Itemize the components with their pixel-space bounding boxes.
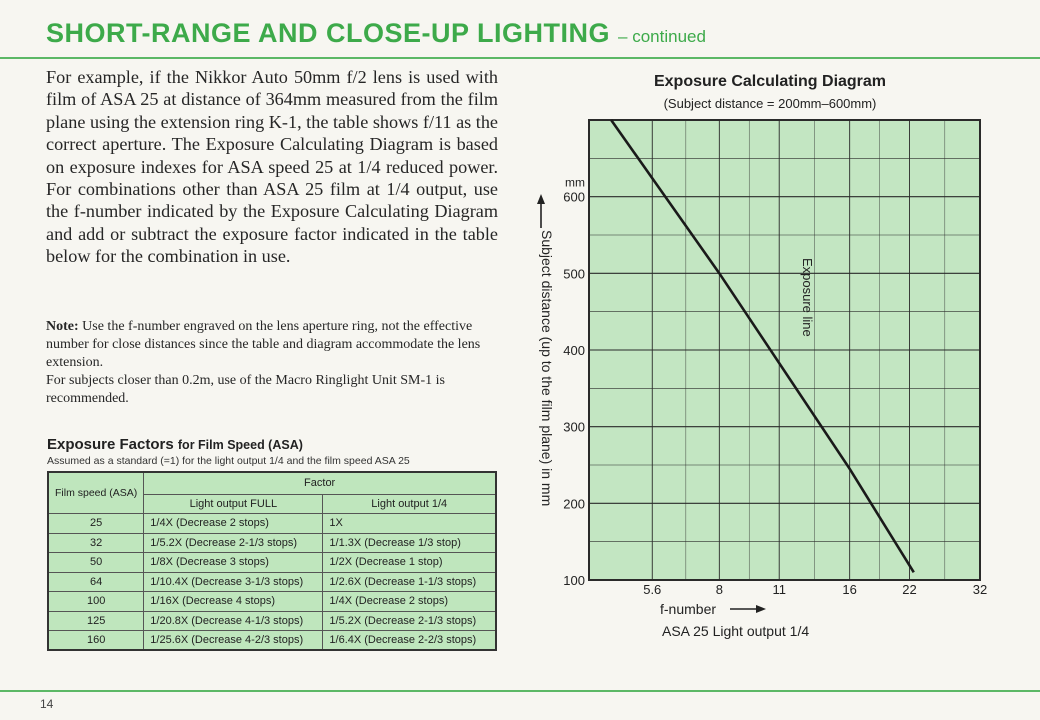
table-title-small: for Film Speed (ASA)	[177, 438, 303, 452]
header-light-full: Light output FULL	[144, 494, 323, 514]
table-row	[48, 533, 496, 553]
cell-speed: 50	[48, 553, 144, 573]
bottom-rule	[0, 690, 1040, 692]
x-tick-label: 11	[772, 582, 786, 597]
note-block	[46, 318, 498, 408]
cell-speed: 160	[48, 631, 144, 651]
y-axis-arrowhead	[537, 194, 545, 204]
table-title-main: Exposure Factors	[47, 436, 174, 453]
cell-quarter: 1/6.4X (Decrease 2-2/3 stops)	[323, 631, 496, 651]
table-row	[48, 514, 496, 534]
cell-speed: 100	[48, 592, 144, 612]
table-title	[47, 436, 303, 453]
y-tick-label: 600	[563, 189, 585, 205]
y-tick-label: 300	[563, 419, 585, 435]
x-tick-label: 8	[715, 582, 723, 597]
table-subtitle: Assumed as a standard (=1) for the light output 1/4 and the film speed ASA 25	[47, 455, 410, 467]
cell-quarter: 1/2X (Decrease 1 stop)	[323, 553, 496, 573]
page-title-text: SHORT-RANGE AND CLOSE-UP LIGHTING	[46, 18, 611, 48]
x-tick-label: 16	[842, 582, 857, 597]
exposure-chart	[520, 110, 988, 650]
x-tick-label: 22	[902, 582, 917, 597]
y-tick-label: 400	[563, 343, 585, 358]
x-axis-sublabel: ASA 25 Light output 1/4	[662, 623, 810, 639]
closer-text: For subjects closer than 0.2m, use of the Macro Ringlight Unit SM-1 is recommended.	[46, 373, 445, 406]
y-tick-label: 500	[563, 266, 585, 282]
cell-speed: 64	[48, 572, 144, 592]
y-axis-label: Subject distance (up to the film plane) in mm	[539, 230, 555, 507]
cell-full: 1/4X (Decrease 2 stops)	[144, 514, 323, 534]
chart-subtitle: (Subject distance = 200mm–600mm)	[663, 96, 877, 111]
cell-quarter: 1X	[323, 514, 496, 534]
page-title	[46, 18, 706, 49]
page-number: 14	[40, 697, 54, 711]
cell-quarter: 1/1.3X (Decrease 1/3 stop)	[323, 533, 496, 553]
cell-full: 1/16X (Decrease 4 stops)	[144, 592, 323, 612]
table-row	[48, 592, 496, 612]
table-row	[48, 631, 496, 651]
cell-speed: 125	[48, 611, 144, 631]
chart-title: Exposure Calculating Diagram	[653, 73, 887, 90]
x-axis-arrowhead	[756, 605, 766, 613]
note-text: Use the f-number engraved on the lens aperture ring, not the effective number for close distances since the table and diagram accommodate the lens extension.	[46, 319, 481, 370]
table-row	[48, 611, 496, 631]
exposure-line-annotation: Exposure line	[800, 258, 816, 337]
x-tick-label: 32	[972, 582, 988, 597]
table-row	[48, 572, 496, 592]
table-row	[48, 553, 496, 573]
cell-full: 1/20.8X (Decrease 4-1/3 stops)	[144, 611, 323, 631]
body-paragraph: For example, if the Nikkor Auto 50mm f/2 lens is used with film of ASA 25 at distance of 364mm measured from the film plane using the extension ring K-1, the table shows f/11 as the correct aperture. The Exposure Calculating Diagram is based on exposure indexes for ASA speed 25 at 1/4 reduced power. For combinations other than ASA 25 film at 1/4 output, use the f-number indicated by the Exposure Calculating Diagram and add or subtract the exposure factor indicated in the table below for the combination in use.	[46, 67, 498, 267]
exposure-factors-table	[47, 471, 497, 651]
cell-full: 1/8X (Decrease 3 stops)	[144, 553, 323, 573]
top-rule	[0, 57, 1040, 59]
header-film-speed: Film speed (ASA)	[48, 472, 144, 514]
y-tick-label: 100	[563, 573, 585, 588]
cell-full: 1/5.2X (Decrease 2-1/3 stops)	[144, 533, 323, 553]
header-factor: Factor	[144, 472, 496, 494]
cell-quarter: 1/4X (Decrease 2 stops)	[323, 592, 496, 612]
cell-speed: 32	[48, 533, 144, 553]
header-light-quarter: Light output 1/4	[323, 494, 496, 514]
cell-quarter: 1/2.6X (Decrease 1-1/3 stops)	[323, 572, 496, 592]
note-label: Note:	[46, 319, 79, 334]
x-tick-label: 5.6	[643, 582, 662, 597]
continued-label: – continued	[618, 27, 706, 46]
y-tick-label: 200	[563, 496, 585, 512]
cell-full: 1/10.4X (Decrease 3-1/3 stops)	[144, 572, 323, 592]
cell-quarter: 1/5.2X (Decrease 2-1/3 stops)	[323, 611, 496, 631]
cell-full: 1/25.6X (Decrease 4-2/3 stops)	[144, 631, 323, 651]
y-unit-label: mm	[565, 175, 585, 190]
cell-speed: 25	[48, 514, 144, 534]
x-axis-label: f-number	[660, 601, 717, 617]
